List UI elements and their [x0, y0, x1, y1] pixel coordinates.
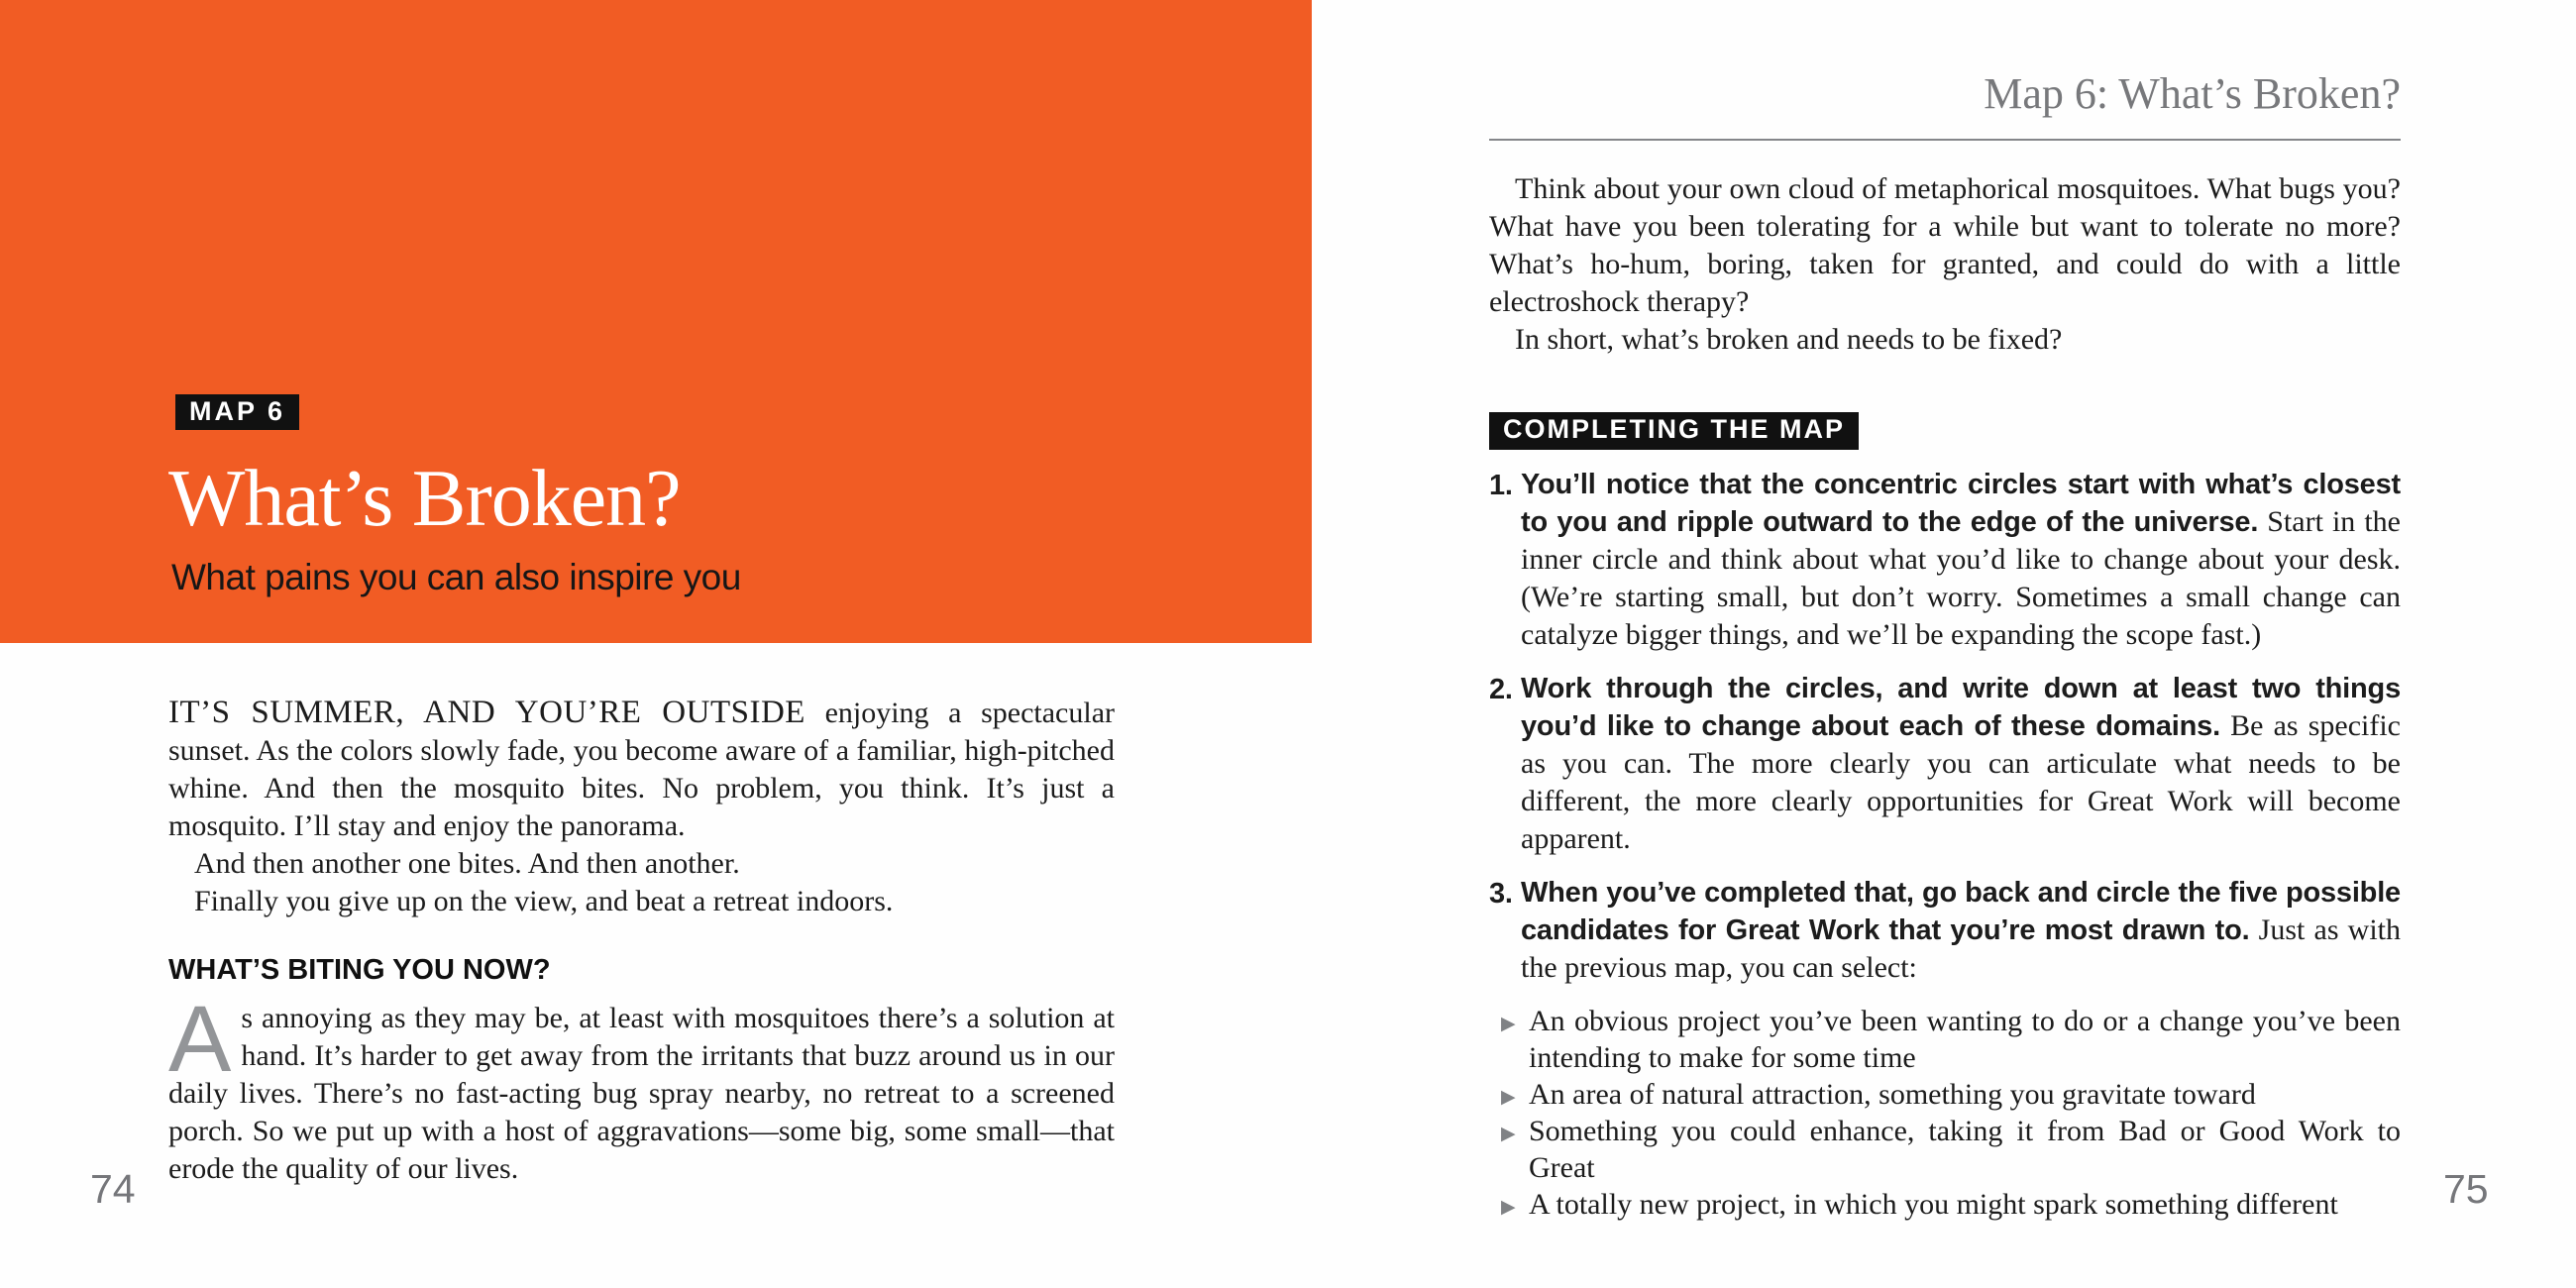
page-number-left: 74 — [90, 1166, 136, 1212]
numbered-step-2 — [1489, 670, 2401, 858]
list-item-text: Something you could enhance, taking it from Bad or Good Work to Great — [1529, 1114, 2401, 1184]
intro-paragraph-text: enjoying a spectacular sunset. As the colors slowly fade, you become aware of a familiar, high-pitched whine. And then the mosquito bites. No problem, you think. It’s just a mosquito. I’ll stay and enjoy the panorama. — [168, 697, 1116, 842]
list-item-text: An obvious project you’ve been wanting to do or a change you’ve been intending to make for some time — [1529, 1004, 2401, 1074]
step-lead-bold: When you’ve completed that, go back and circle the five possible candidates for Great Work that you’re most drawn to. — [1521, 876, 2401, 946]
list-item-text: A totally new project, in which you might spark something different — [1529, 1187, 2338, 1221]
body-paragraph: In short, what’s broken and needs to be fixed? — [1515, 323, 2063, 356]
triangle-bullet-icon: ▶ — [1501, 1122, 1516, 1144]
list-item — [1489, 1076, 2401, 1113]
list-item — [1489, 1186, 2401, 1223]
step-body-text: Be as specific as you can. The more clearly you can articulate what needs to be different, the more clearly opportunities for Great Work will become apparent. — [1521, 708, 2401, 855]
body-paragraph: Finally you give up on the view, and beat a retreat indoors. — [194, 885, 894, 917]
list-item — [1489, 1113, 2401, 1186]
step-body-text: Start in the inner circle and think about what you’d like to change about your desk. (We’re starting small, but don’t worry. Sometimes a small change can catalyze bigger things, and we’ll be expanding the scope fast.) — [1521, 504, 2401, 651]
dropcap-paragraph — [168, 987, 1115, 1188]
step-lead-bold: Work through the circles, and write down at least two things you’d like to change about each of these domains. — [1521, 672, 2401, 742]
options-bullet-list — [1489, 1003, 2401, 1223]
step-body-text: Just as with the previous map, you can select: — [1521, 912, 2401, 984]
intro-lead-caps: IT’S SUMMER, AND YOU’RE OUTSIDE — [168, 695, 805, 730]
chapter-title: What’s Broken? — [168, 453, 681, 543]
section-heading-biting: WHAT’S BITING YOU NOW? — [168, 954, 551, 986]
map-number-badge: MAP 6 — [175, 394, 299, 430]
chapter-subtitle: What pains you can also inspire you — [171, 557, 741, 597]
step-number: 2. — [1489, 673, 1513, 705]
step-lead-bold: You’ll notice that the concentric circles start with what’s closest to you and ripple outward to the edge of the universe. — [1521, 468, 2401, 538]
triangle-bullet-icon: ▶ — [1501, 1085, 1516, 1108]
left-page-text-column — [168, 694, 1115, 1188]
triangle-bullet-icon: ▶ — [1501, 1195, 1516, 1218]
numbered-step-1 — [1489, 466, 2401, 654]
section-heading-completing-badge: COMPLETING THE MAP — [1489, 412, 1859, 450]
step-number: 3. — [1489, 877, 1513, 910]
triangle-bullet-icon: ▶ — [1501, 1012, 1516, 1034]
step-number: 1. — [1489, 469, 1513, 501]
body-paragraph: And then another one bites. And then another. — [194, 847, 740, 880]
intro-paragraph — [168, 694, 1115, 845]
running-header: Map 6: What’s Broken? — [1984, 69, 2401, 118]
list-item — [1489, 1003, 2401, 1076]
page-number-right: 75 — [2443, 1166, 2489, 1212]
numbered-step-3 — [1489, 874, 2401, 987]
drop-cap-letter: A — [168, 987, 232, 1092]
chapter-hero-block — [0, 0, 1312, 643]
body-paragraph: Think about your own cloud of metaphorical mosquitoes. What bugs you? What have you been tolerating for a while but want to tolerate no more? What’s ho-hum, boring, taken for granted, and could do with a little electroshock therapy? — [1489, 172, 2401, 318]
right-page-text-column — [1489, 0, 2401, 1223]
dropcap-paragraph-text: s annoying as they may be, at least with mosquitoes there’s a solution at hand. It’s harder to get away from the irritants that buzz around us in our daily lives. There’s no fast-acting bug spray nearby, no retreat to a screened porch. So we put up with a host of aggravations—some big, some small—that erode the quality of our lives. — [168, 1002, 1115, 1185]
list-item-text: An area of natural attraction, something you gravitate toward — [1529, 1077, 2256, 1111]
header-rule — [1489, 139, 2401, 141]
